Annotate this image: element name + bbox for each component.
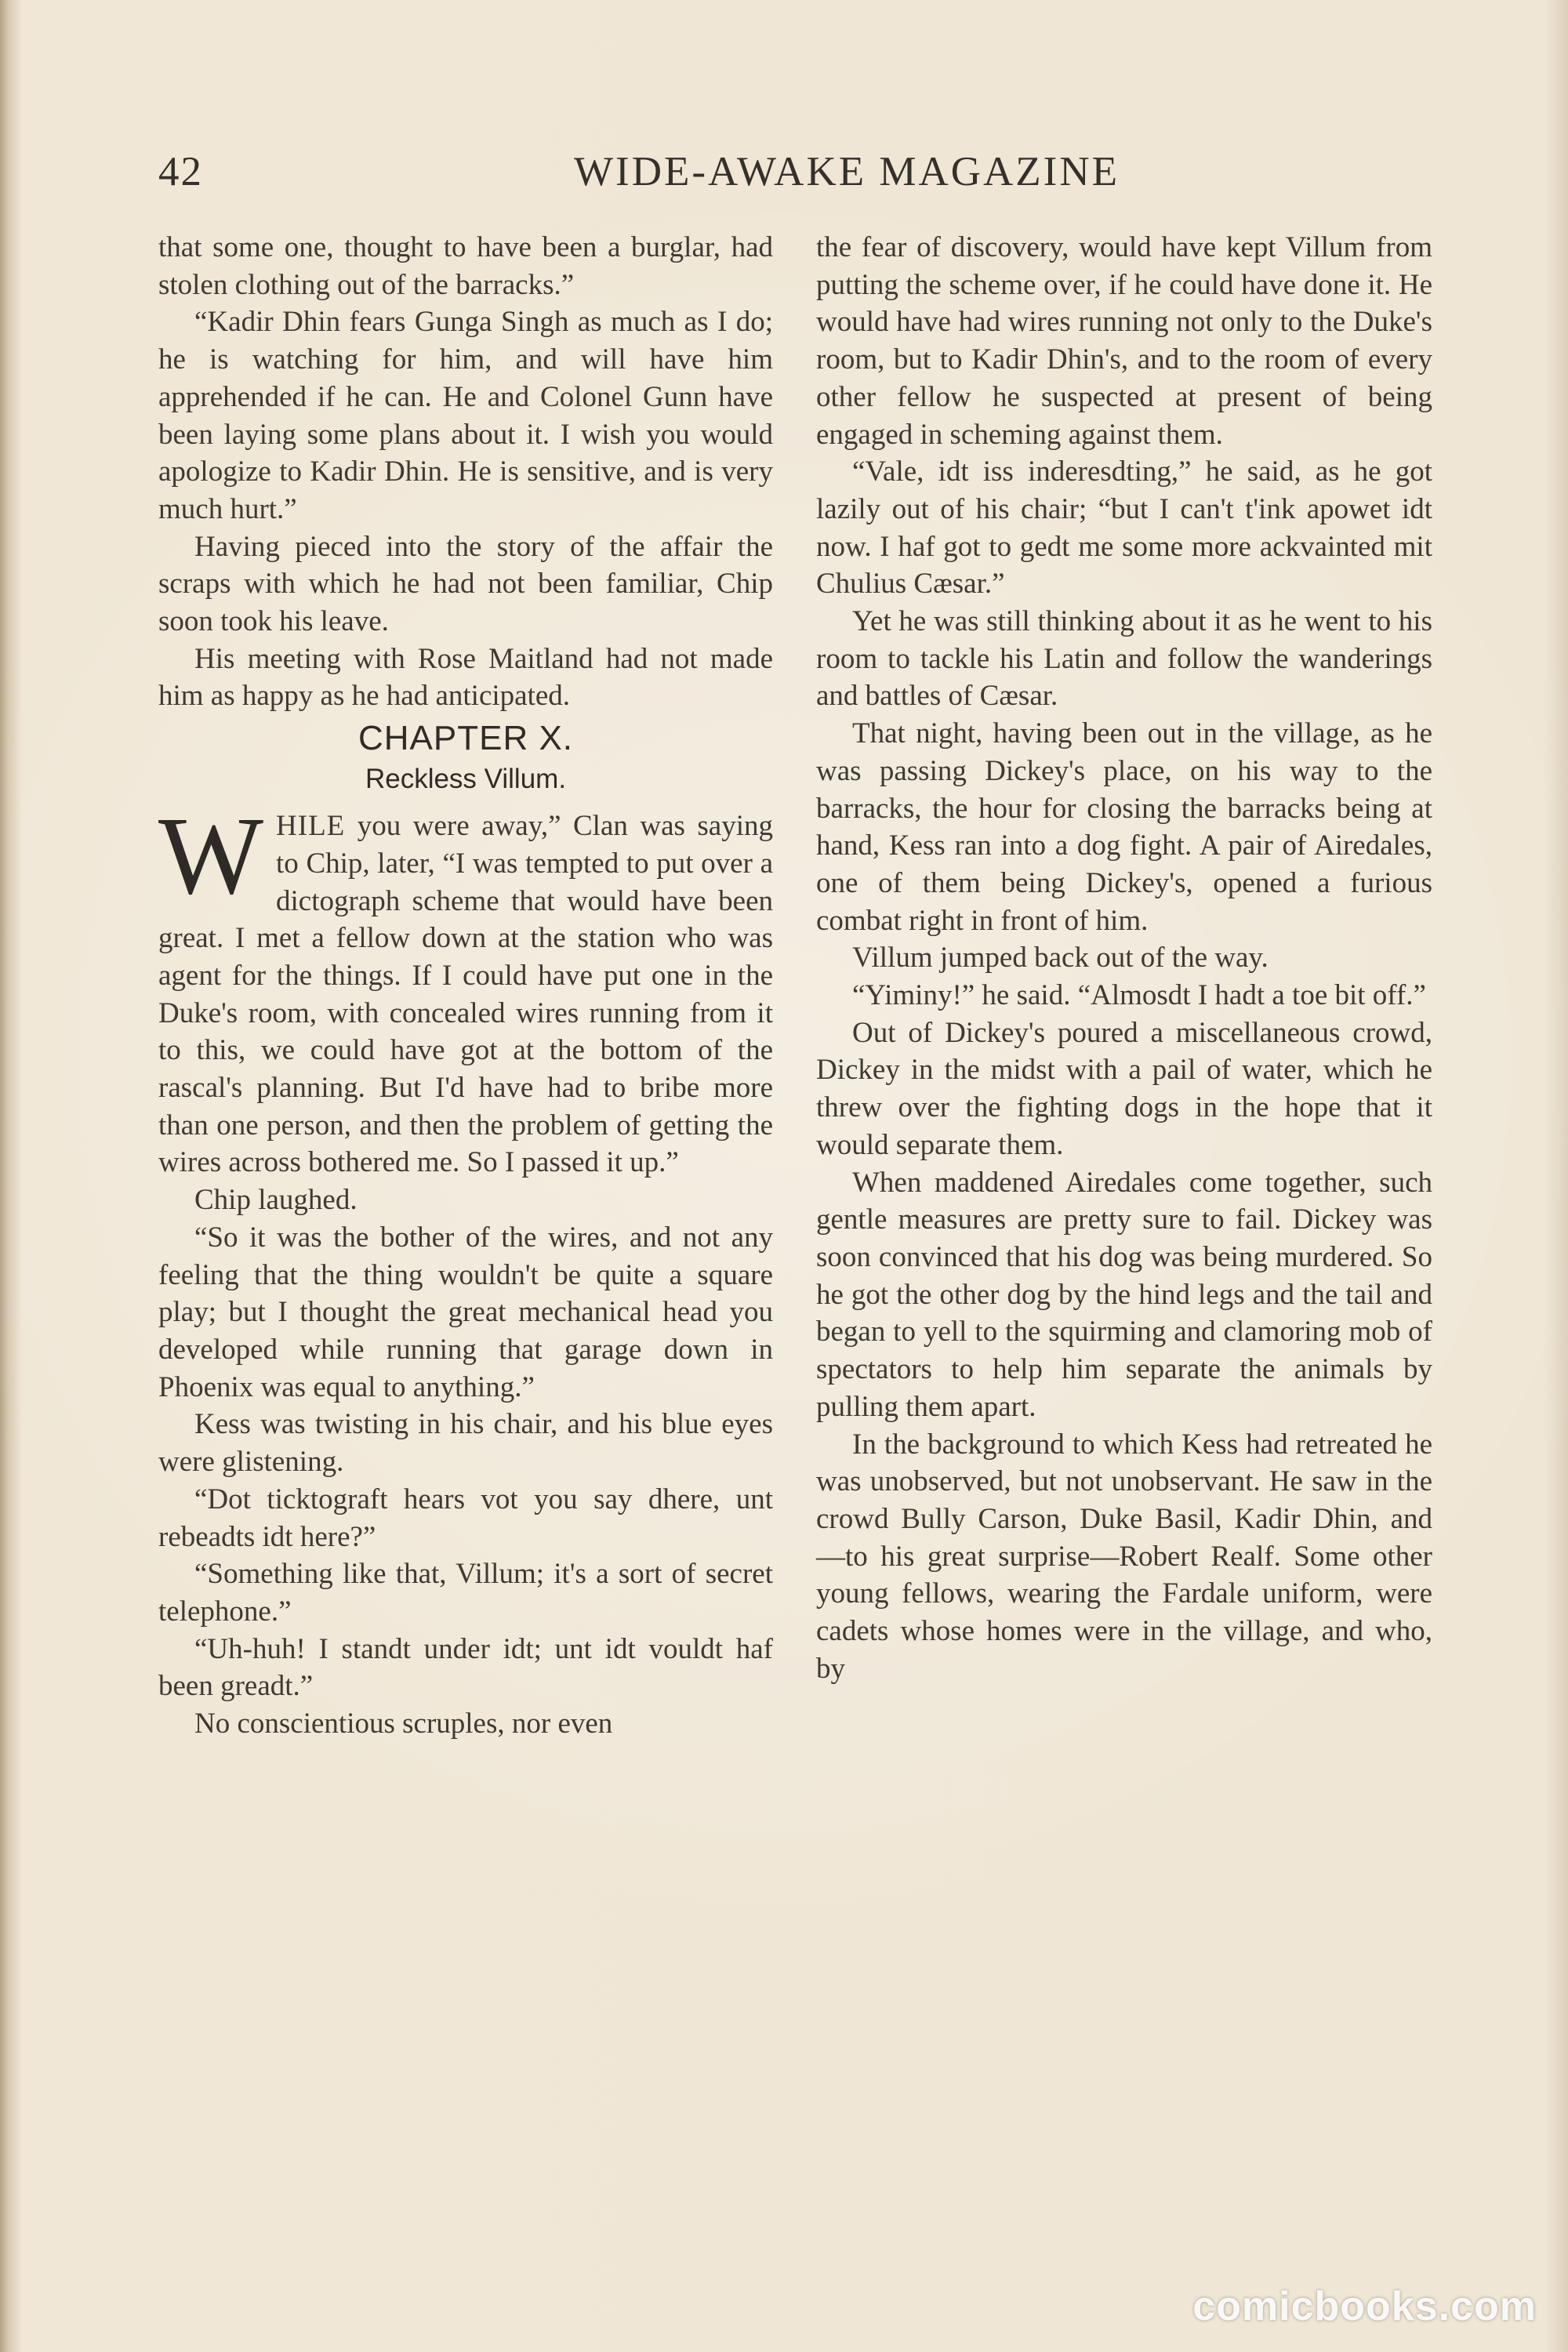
left-paragraph-after-3: Kess was twisting in his chair, and his blue eyes were glistening. — [158, 1408, 773, 1479]
chapter-opening-text: you were away,” Clan was saying to Chip, later, “I was tempted to put over a dictograph scheme that would have been great. I met a fellow down at the station who was agent for the things. If I could have put one in the Duke's room, with concealed wires running from it to this, we could have got at the bottom of the rascal's planning. But I'd have had to bribe more than one person, and then the problem of getting the wires across bothered me. So I passed it up.” — [158, 810, 773, 1179]
right-text-column — [816, 229, 1432, 1687]
right-paragraph-2: “Vale, idt iss inderesdting,” he said, as he got lazily out of his chair; “but I can't t'ink apowet idt now. I haf got to gedt me some more ackvainted mit Chulius Cæsar.” — [816, 456, 1432, 601]
left-paragraph-after-2: “So it was the bother of the wires, and not any feeling that the thing wouldn't be quite a square play; but I thought the great mechanical head you developed while running that garage down in Phoenix was equal to anything.” — [158, 1221, 773, 1403]
left-paragraph-2: “Kadir Dhin fears Gunga Singh as much as I do; he is watching for him, and will have him apprehended if he can. He and Colonel Gunn have been laying some plans about it. I wish you would apologize to Kadir Dhin. He is sensitive, and is very much hurt.” — [158, 306, 773, 525]
left-paragraph-after-5: “Something like that, Villum; it's a sort of secret telephone.” — [158, 1558, 773, 1628]
left-paragraph-after-4: “Dot ticktograft hears vot you say dhere, unt rebeadts idt here?” — [158, 1483, 773, 1553]
right-paragraph-9: In the background to which Kess had retreated he was unobserved, but not unobservant. He saw in the crowd Bully Carson, Duke Basil, Kadir Dhin, and —to his great surprise—Robert Realf. Some other young fellows, wearing the Fardale uniform, were cadets whose homes were in the village, and who, by — [816, 1428, 1432, 1685]
page-spine-shadow — [0, 0, 22, 2352]
right-paragraph-8: When maddened Airedales come together, such gentle measures are pretty sure to fail. Dickey was soon convinced that his dog was being murdered. So he got the other dog by the hind legs and the tail and began to yell to the squirming and clamoring mob of spectators to help him separate the animals by pulling them apart. — [816, 1166, 1432, 1423]
magazine-title: WIDE-AWAKE MAGAZINE — [574, 149, 1120, 194]
left-paragraph-after-6: “Uh-huh! I standt under idt; unt idt vouldt haf been greadt.” — [158, 1632, 773, 1703]
page-header — [158, 148, 1427, 209]
drop-cap: W — [158, 793, 264, 918]
right-paragraph-4: That night, having been out in the village, as he was passing Dickey's place, on his way to the barracks, the hour for closing the barracks being at hand, Kess ran into a dog fight. A pair of Airedales, one of them being Dickey's, opened a furious combat right in front of him. — [816, 717, 1432, 937]
left-paragraph-after-1: Chip laughed. — [194, 1184, 358, 1217]
left-paragraph-after-7: No conscientious scruples, nor even — [194, 1708, 613, 1740]
drop-cap-continuation: HILE — [276, 810, 346, 843]
chapter-opening-paragraph — [158, 793, 773, 1181]
left-text-column — [158, 229, 773, 1743]
chapter-title: CHAPTER X. — [358, 719, 574, 758]
site-watermark: comicbooks.com — [1192, 2284, 1537, 2329]
right-paragraph-6: “Yiminy!” he said. “Almosdt I hadt a toe bit off.” — [852, 979, 1426, 1012]
left-paragraph-4: His meeting with Rose Maitland had not made him as happy as he had anticipated. — [158, 642, 773, 713]
chapter-subtitle: Reckless Villum. — [365, 764, 567, 795]
right-paragraph-3: Yet he was still thinking about it as he went to his room to tackle his Latin and follow the wanderings and battles of Cæsar. — [816, 605, 1432, 713]
right-paragraph-7: Out of Dickey's poured a miscellaneous crowd, Dickey in the midst with a pail of water, which he threw over the fighting dogs in the hope that it would separate them. — [816, 1016, 1432, 1161]
right-paragraph-1: the fear of discovery, would have kept Villum from putting the scheme over, if he could have done it. He would have had wires running not only to the Duke's room, but to Kadir Dhin's, and to the room of every other fellow he suspected at present of being engaged in scheming against them. — [816, 231, 1432, 451]
left-paragraph-1: that some one, thought to have been a burglar, had stolen clothing out of the barracks.” — [158, 231, 773, 301]
right-paragraph-5: Villum jumped back out of the way. — [852, 942, 1269, 975]
page-number: 42 — [158, 149, 203, 194]
left-paragraph-3: Having pieced into the story of the affair the scraps with which he had not been familiar, Chip soon took his leave. — [158, 530, 773, 638]
